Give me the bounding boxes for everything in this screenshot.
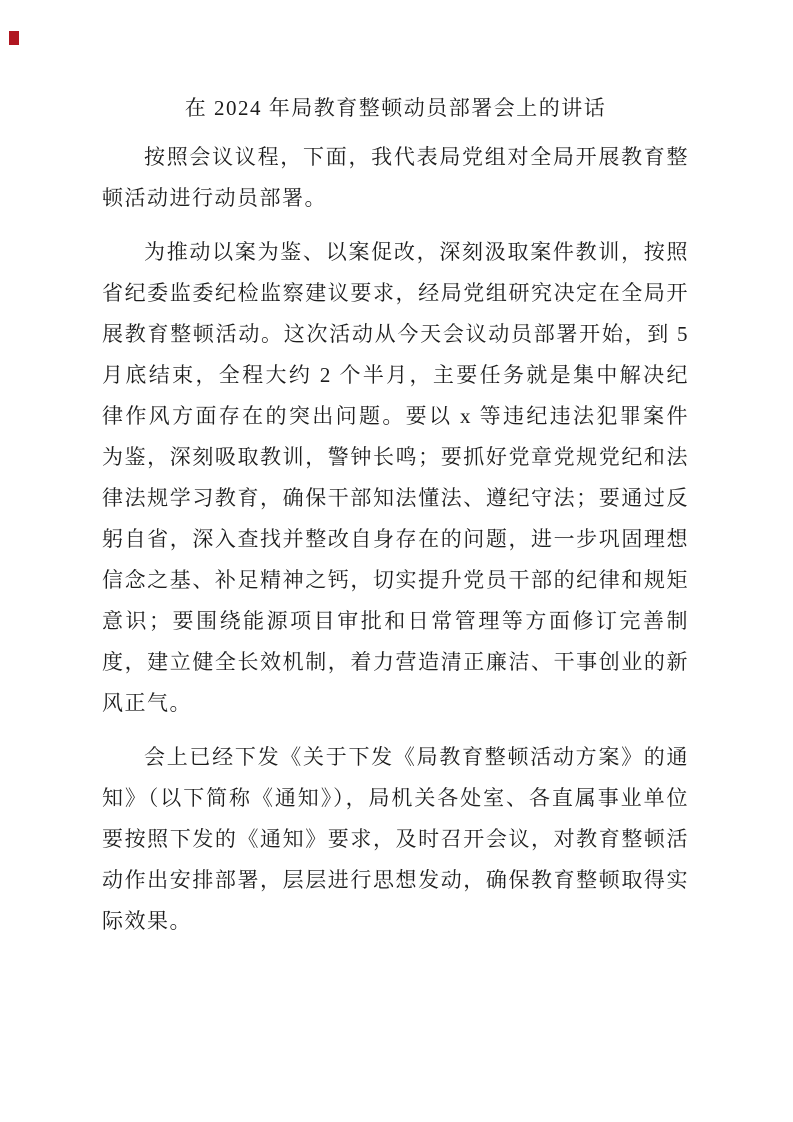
document-title: 在 2024 年局教育整顿动员部署会上的讲话 [184,96,607,120]
red-marker [9,31,19,45]
paragraph-notice-requirements: 会上已经下发《关于下发《局教育整顿活动方案》的通知》（以下简称《通知》），局机关各处室、各直属事业单位要按照下发的《通知》要求，及时召开会议，对教育整顿活动作出安排部署，层层进行思想发动，确保教育整顿取得实际效果。 [102,745,689,933]
paragraph-main-tasks: 为推动以案为鉴、以案促改，深刻汲取案件教训，按照省纪委监委纪检监察建议要求，经局党组研究决定在全局开展教育整顿活动。这次活动从今天会议动员部署开始，到 5 月底结束，全程大约 2 个半月，主要任务就是集中解决纪律作风方面存在的突出问题。要以 x 等违纪违法犯罪案件为鉴，深刻吸取教训，警钟长鸣；要抓好党章党规党纪和法律法规学习教育，确保干部知法懂法、遵纪守法；要通过反躬自省，深入查找并整改自身存在的问题，进一步巩固理想信念之基、补足精神之钙，切实提升党员干部的纪律和规矩意识；要围绕能源项目审批和日常管理等方面修订完善制度，建立健全长效机制，着力营造清正廉洁、干事创业的新风正气。 [102,240,689,715]
paragraph-intro: 按照会议议程，下面，我代表局党组对全局开展教育整顿活动进行动员部署。 [102,145,689,210]
